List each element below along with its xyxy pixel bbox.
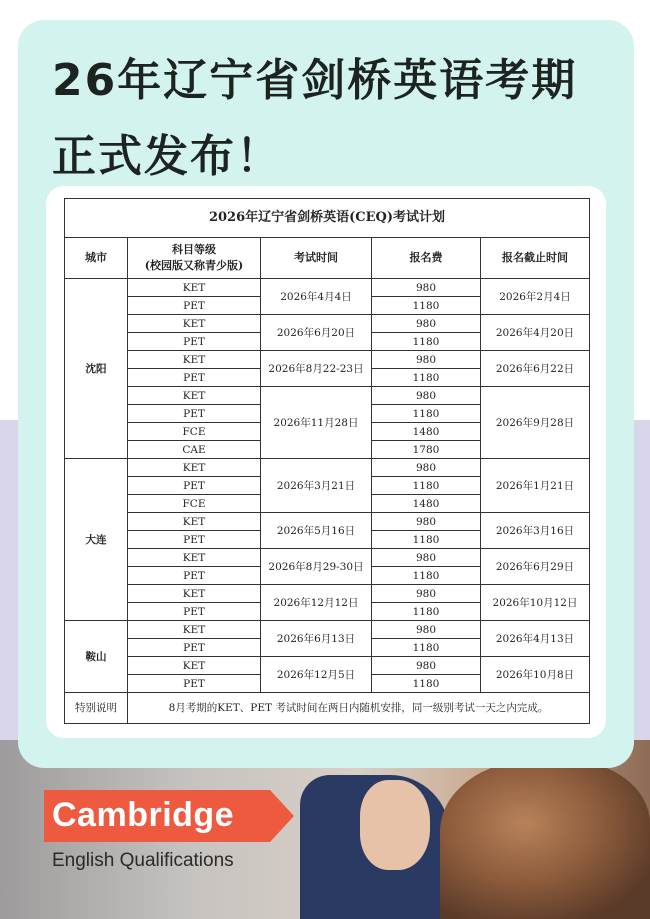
table-row xyxy=(65,279,590,297)
fee-cell: 980 xyxy=(372,387,481,405)
header-level-line-2: (校园版又称青少版) xyxy=(144,259,244,272)
city-name: 沈阳 xyxy=(65,279,128,459)
level-cell: KET xyxy=(128,549,261,567)
table-row xyxy=(65,549,590,567)
table-row xyxy=(65,351,590,369)
level-cell: PET xyxy=(128,603,261,621)
level-cell: PET xyxy=(128,405,261,423)
exam-date-cell: 2026年3月21日 xyxy=(261,459,372,513)
fee-cell: 980 xyxy=(372,549,481,567)
cambridge-subtitle: English Qualifications xyxy=(52,850,234,871)
fee-cell: 1180 xyxy=(372,369,481,387)
fee-cell: 1780 xyxy=(372,441,481,459)
caption-row xyxy=(65,199,590,238)
level-cell: PET xyxy=(128,567,261,585)
fee-cell: 980 xyxy=(372,279,481,297)
photo-student-hair xyxy=(440,760,650,919)
deadline-cell: 2026年10月12日 xyxy=(481,585,590,621)
level-cell: KET xyxy=(128,279,261,297)
table-body xyxy=(65,199,590,724)
level-cell: PET xyxy=(128,297,261,315)
exam-schedule-table xyxy=(64,198,590,724)
table-row xyxy=(65,459,590,477)
fee-cell: 1180 xyxy=(372,603,481,621)
level-cell: KET xyxy=(128,459,261,477)
fee-cell: 1180 xyxy=(372,333,481,351)
level-cell: KET xyxy=(128,387,261,405)
table-row xyxy=(65,387,590,405)
header-level xyxy=(128,238,261,279)
level-cell: PET xyxy=(128,369,261,387)
level-cell: KET xyxy=(128,315,261,333)
deadline-cell: 2026年6月22日 xyxy=(481,351,590,387)
level-cell: FCE xyxy=(128,423,261,441)
fee-cell: 1180 xyxy=(372,675,481,693)
level-cell: KET xyxy=(128,621,261,639)
note-label: 特别说明 xyxy=(65,693,128,724)
fee-cell: 1480 xyxy=(372,423,481,441)
deadline-cell: 2026年9月28日 xyxy=(481,387,590,459)
header-fee: 报名费 xyxy=(372,238,481,279)
table-row xyxy=(65,585,590,603)
cambridge-logo-arrow xyxy=(270,790,294,842)
exam-date-cell: 2026年6月13日 xyxy=(261,621,372,657)
fee-cell: 1180 xyxy=(372,297,481,315)
table-row xyxy=(65,657,590,675)
header-deadline: 报名截止时间 xyxy=(481,238,590,279)
fee-cell: 980 xyxy=(372,657,481,675)
table-row xyxy=(65,315,590,333)
deadline-cell: 2026年2月4日 xyxy=(481,279,590,315)
header-row xyxy=(65,238,590,279)
fee-cell: 980 xyxy=(372,351,481,369)
fee-cell: 1480 xyxy=(372,495,481,513)
level-cell: KET xyxy=(128,513,261,531)
header-level-line-1: 科目等级 xyxy=(172,243,216,256)
deadline-cell: 2026年1月21日 xyxy=(481,459,590,513)
level-cell: KET xyxy=(128,585,261,603)
fee-cell: 1180 xyxy=(372,531,481,549)
city-name: 大连 xyxy=(65,459,128,621)
exam-date-cell: 2026年6月20日 xyxy=(261,315,372,351)
fee-cell: 1180 xyxy=(372,405,481,423)
exam-date-cell: 2026年4月4日 xyxy=(261,279,372,315)
level-cell: FCE xyxy=(128,495,261,513)
table-row xyxy=(65,621,590,639)
deadline-cell: 2026年3月16日 xyxy=(481,513,590,549)
fee-cell: 1180 xyxy=(372,567,481,585)
fee-cell: 1180 xyxy=(372,639,481,657)
header-exam-date: 考试时间 xyxy=(261,238,372,279)
level-cell: KET xyxy=(128,657,261,675)
table-caption: 2026年辽宁省剑桥英语(CEQ)考试计划 xyxy=(65,199,590,238)
fee-cell: 980 xyxy=(372,315,481,333)
note-row xyxy=(65,693,590,724)
fee-cell: 980 xyxy=(372,621,481,639)
fee-cell: 1180 xyxy=(372,477,481,495)
level-cell: PET xyxy=(128,477,261,495)
exam-date-cell: 2026年5月16日 xyxy=(261,513,372,549)
exam-date-cell: 2026年8月22-23日 xyxy=(261,351,372,387)
deadline-cell: 2026年4月13日 xyxy=(481,621,590,657)
exam-date-cell: 2026年12月5日 xyxy=(261,657,372,693)
level-cell: PET xyxy=(128,333,261,351)
fee-cell: 980 xyxy=(372,459,481,477)
city-name: 鞍山 xyxy=(65,621,128,693)
deadline-cell: 2026年6月29日 xyxy=(481,549,590,585)
level-cell: PET xyxy=(128,639,261,657)
header-city: 城市 xyxy=(65,238,128,279)
photo-student-face xyxy=(360,780,430,870)
deadline-cell: 2026年4月20日 xyxy=(481,315,590,351)
headline-line-1: 26年辽宁省剑桥英语考期 xyxy=(52,55,578,106)
note-text: 8月考期的KET、PET 考试时间在两日内随机安排，同一级别考试一天之内完成。 xyxy=(128,693,590,724)
level-cell: PET xyxy=(128,531,261,549)
table-row xyxy=(65,513,590,531)
fee-cell: 980 xyxy=(372,585,481,603)
exam-date-cell: 2026年12月12日 xyxy=(261,585,372,621)
cambridge-logo-text: Cambridge xyxy=(52,796,235,834)
level-cell: PET xyxy=(128,675,261,693)
deadline-cell: 2026年10月8日 xyxy=(481,657,590,693)
exam-date-cell: 2026年8月29-30日 xyxy=(261,549,372,585)
level-cell: CAE xyxy=(128,441,261,459)
fee-cell: 980 xyxy=(372,513,481,531)
headline-line-2: 正式发布！ xyxy=(52,131,282,182)
exam-date-cell: 2026年11月28日 xyxy=(261,387,372,459)
level-cell: KET xyxy=(128,351,261,369)
